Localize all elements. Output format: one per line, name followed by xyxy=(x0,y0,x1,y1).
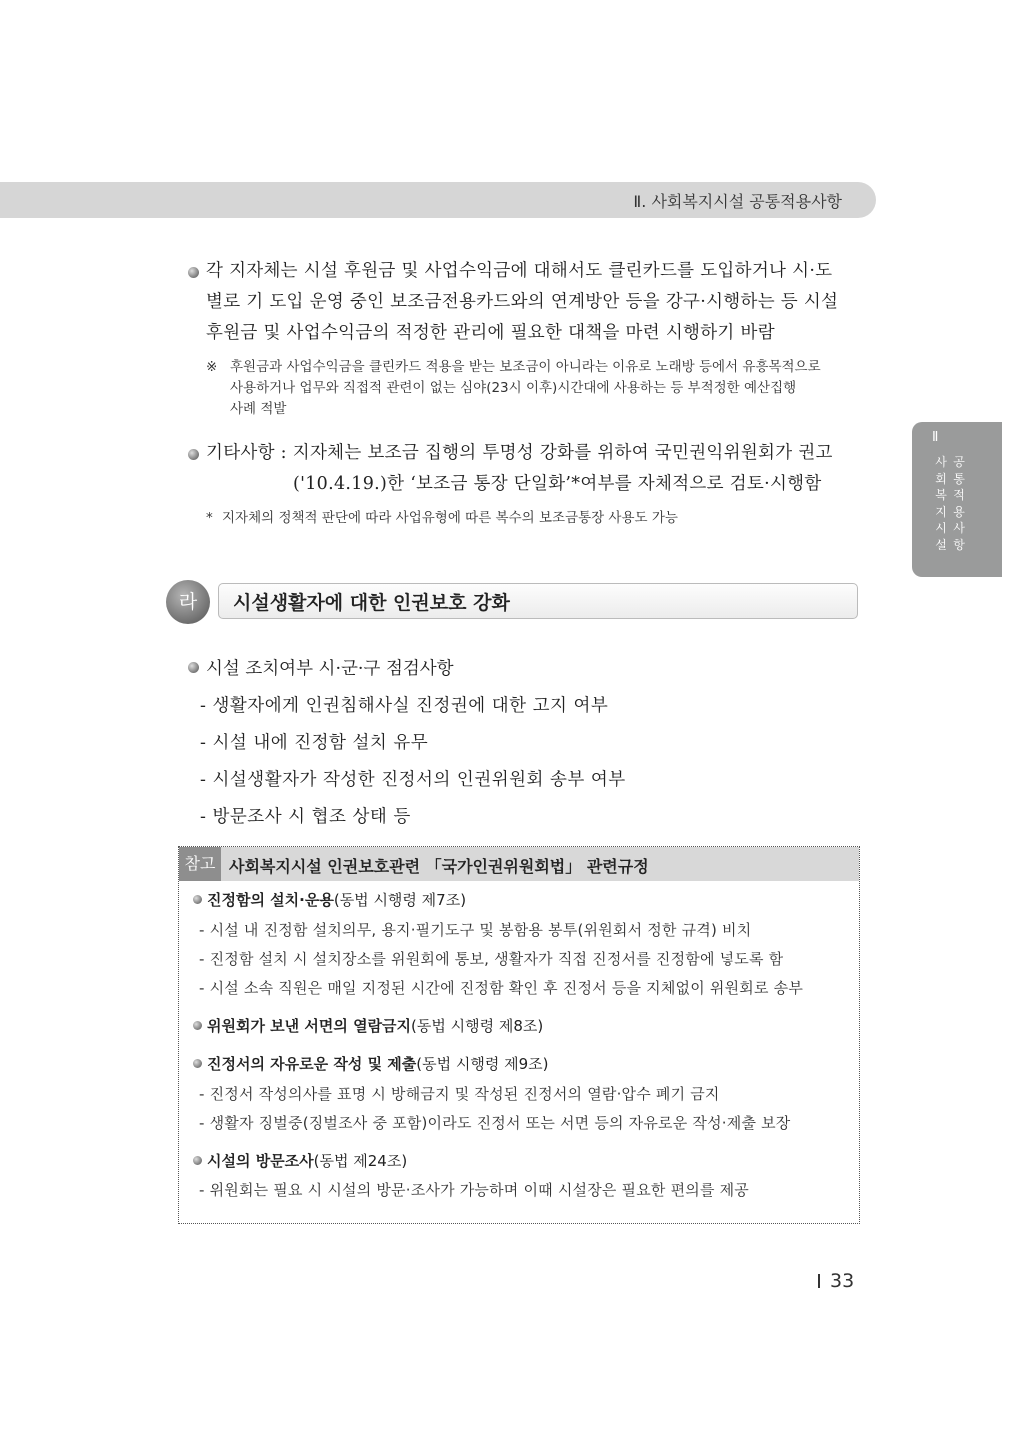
note-account: * 지자체의 정책적 판단에 따라 사업유형에 따른 복수의 보조금통장 사용도 가능 xyxy=(206,510,678,526)
side-tab-col-2: 공 통 적 용 사 항 xyxy=(953,455,965,552)
bullet-icon xyxy=(193,1059,202,1068)
side-tab-roman: Ⅱ xyxy=(932,430,939,445)
bullet-icon xyxy=(193,895,202,904)
reference-item: - 위원회는 필요 시 시설의 방문·조사가 가능하며 이때 시설장은 필요한 편의를 제공 xyxy=(199,1181,750,1199)
reference-item: - 진정서 작성의사를 표명 시 방해금지 및 작성된 진정서의 열람·압수 폐기 금지 xyxy=(199,1085,720,1103)
reference-title: 사회복지시설 인권보호관련 「국가인권위원회법」 관련규정 xyxy=(229,857,649,876)
bullet-icon xyxy=(193,1021,202,1030)
side-tab-col-1: 사 회 복 지 시 설 xyxy=(935,455,947,552)
reference-bullet: 진정서의 자유로운 작성 및 제출(동법 시행령 제9조) xyxy=(193,1053,548,1074)
paragraph-clean-card: 각 지자체는 시설 후원금 및 사업수익금에 대해서도 클린카드를 도입하거나 시·도 별로 기 도입 운영 중인 보조금전용카드와의 연계방안 등을 강구·시행하는 등 시설 후원금 및 사업수익금의 적정한 관리에 필요한 대책을 마련 시행하기 바람 xyxy=(188,256,860,349)
section-title: 시설생활자에 대한 인권보호 강화 xyxy=(233,592,510,614)
checklist-item: - 생활자에게 인권침해사실 진정권에 대한 고지 여부 xyxy=(200,696,609,716)
bullet-icon xyxy=(188,662,199,673)
reference-item: - 시설 소속 직원은 매일 지정된 시간에 진정함 확인 후 진정서 등을 지체없이 위원회로 송부 xyxy=(199,979,804,997)
running-header xyxy=(0,182,876,218)
checklist-heading: 시설 조치여부 시·군·구 점검사항 xyxy=(188,655,454,680)
bullet-icon xyxy=(193,1156,202,1165)
reference-tag: 참고 xyxy=(179,847,221,881)
checklist-item: - 시설생활자가 작성한 진정서의 인권위원회 송부 여부 xyxy=(200,770,626,790)
reference-item: - 시설 내 진정함 설치의무, 용지·필기도구 및 봉함용 봉투(위원회서 정한 규격) 비치 xyxy=(199,921,752,939)
section-heading xyxy=(166,580,858,624)
reference-item: - 생활자 징벌중(징벌조사 중 포함)이라도 진정서 또는 서면 등의 자유로운 작성·제출 보장 xyxy=(199,1114,791,1132)
reference-bullet: 진정함의 설치·운용(동법 시행령 제7조) xyxy=(193,889,466,910)
reference-bullet: 시설의 방문조사(동법 제24조) xyxy=(193,1150,407,1171)
paragraph-other-items: 기타사항 : 지자체는 보조금 집행의 투명성 강화를 위하여 국민권익위원회가 권고 ('10.4.19.)한 ‘보조금 통장 단일화’*여부를 자체적으로 검토·시행함 xyxy=(188,438,860,500)
reference-item: - 진정함 설치 시 설치장소를 위원회에 통보, 생활자가 직접 진정서를 진정함에 넣도록 함 xyxy=(199,950,784,968)
bullet-icon xyxy=(188,449,199,460)
bullet-icon xyxy=(188,267,199,278)
running-header-title: Ⅱ. 사회복지시설 공통적용사항 xyxy=(633,192,842,211)
reference-box xyxy=(178,846,860,1224)
chapter-side-tab xyxy=(912,422,1002,577)
checklist-item: - 방문조사 시 협조 상태 등 xyxy=(200,807,411,827)
checklist-item: - 시설 내에 진정함 설치 유무 xyxy=(200,733,429,753)
page-number: 33 xyxy=(818,1270,854,1292)
section-badge: 라 xyxy=(166,580,210,624)
note-violation: ※ 후원금과 사업수익금을 클린카드 적용을 받는 보조금이 아니라는 이유로 노래방 등에서 유흥목적으로 사용하거나 업무와 직접적 관련이 없는 심야(23시 이후)시간대에 사용하는 등 부적정한 예산집행 사례 적발 xyxy=(206,359,821,417)
reference-bullet: 위원회가 보낸 서면의 열람금지(동법 시행령 제8조) xyxy=(193,1015,543,1036)
